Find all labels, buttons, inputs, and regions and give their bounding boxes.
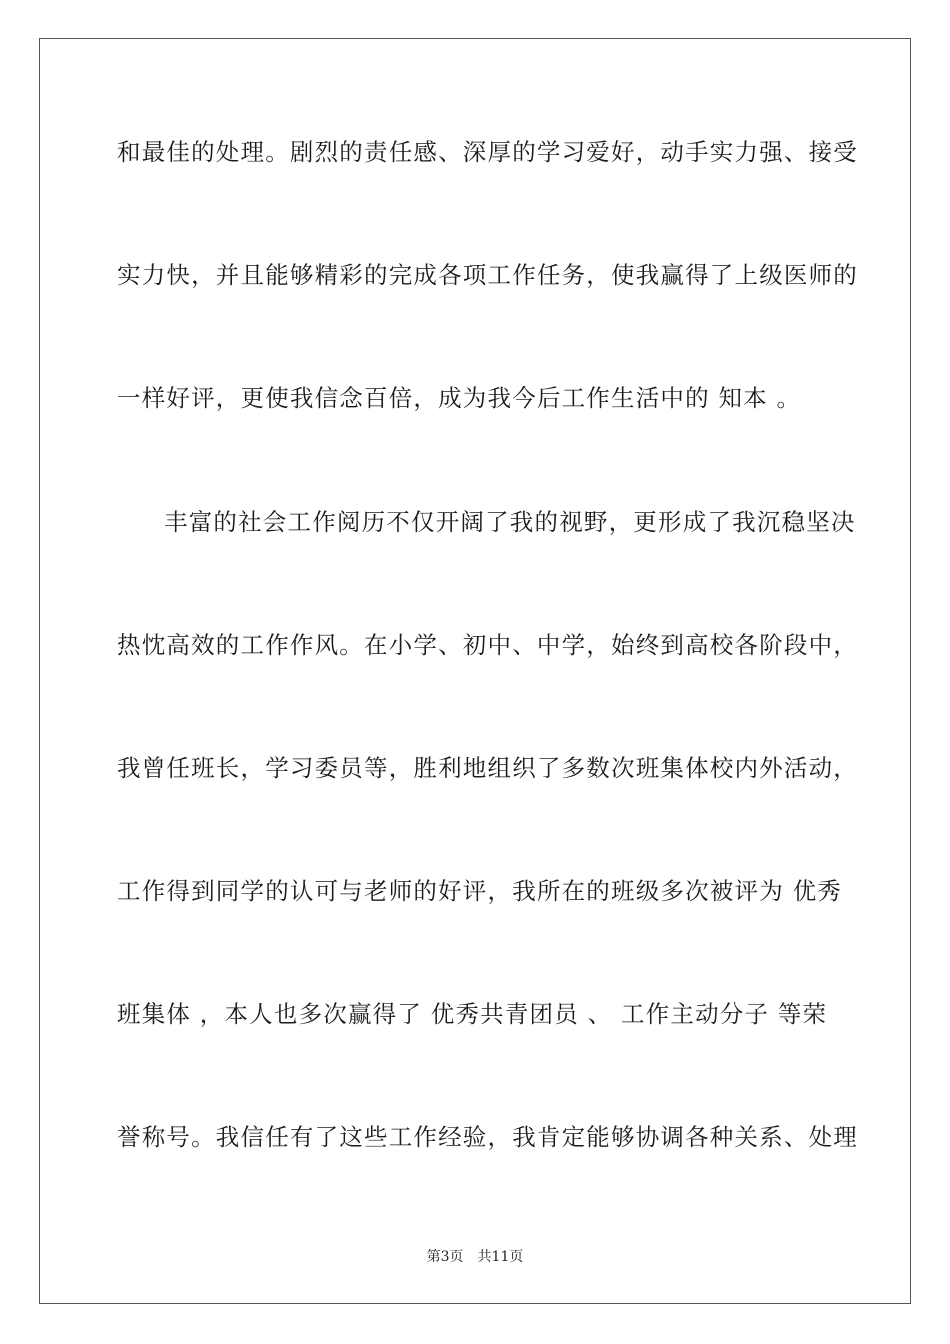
text-line-1: 和最佳的处理。剧烈的责任感、深厚的学习爱好，动手实力强、接受 [117,138,858,166]
page-number-total: 共11页 [477,1249,524,1265]
text-line-7: 工作得到同学的认可与老师的好评，我所在的班级多次被评为 优秀 [117,877,842,905]
text-line-9: 誉称号。我信任有了这些工作经验，我肯定能够协调各种关系、处理 [117,1123,858,1151]
text-line-3: 一样好评，更使我信念百倍，成为我今后工作生活中的 知本 。 [117,384,802,412]
text-line-2: 实力快，并且能够精彩的完成各项工作任务，使我赢得了上级医师的 [117,261,858,289]
page-border [39,38,911,1304]
text-line-4-paragraph-start: 丰富的社会工作阅历不仅开阔了我的视野，更形成了我沉稳坚决 [164,508,856,536]
text-line-5: 热忱高效的工作作风。在小学、初中、中学，始终到高校各阶段中， [117,631,858,659]
page-footer [0,1248,950,1266]
text-line-6: 我曾任班长，学习委员等，胜利地组织了多数次班集体校内外活动， [117,754,858,782]
page-number-current: 第3页 [426,1249,464,1265]
text-line-8: 班集体 ，本人也多次赢得了 优秀共青团员 、 工作主动分子 等荣 [117,1000,828,1028]
